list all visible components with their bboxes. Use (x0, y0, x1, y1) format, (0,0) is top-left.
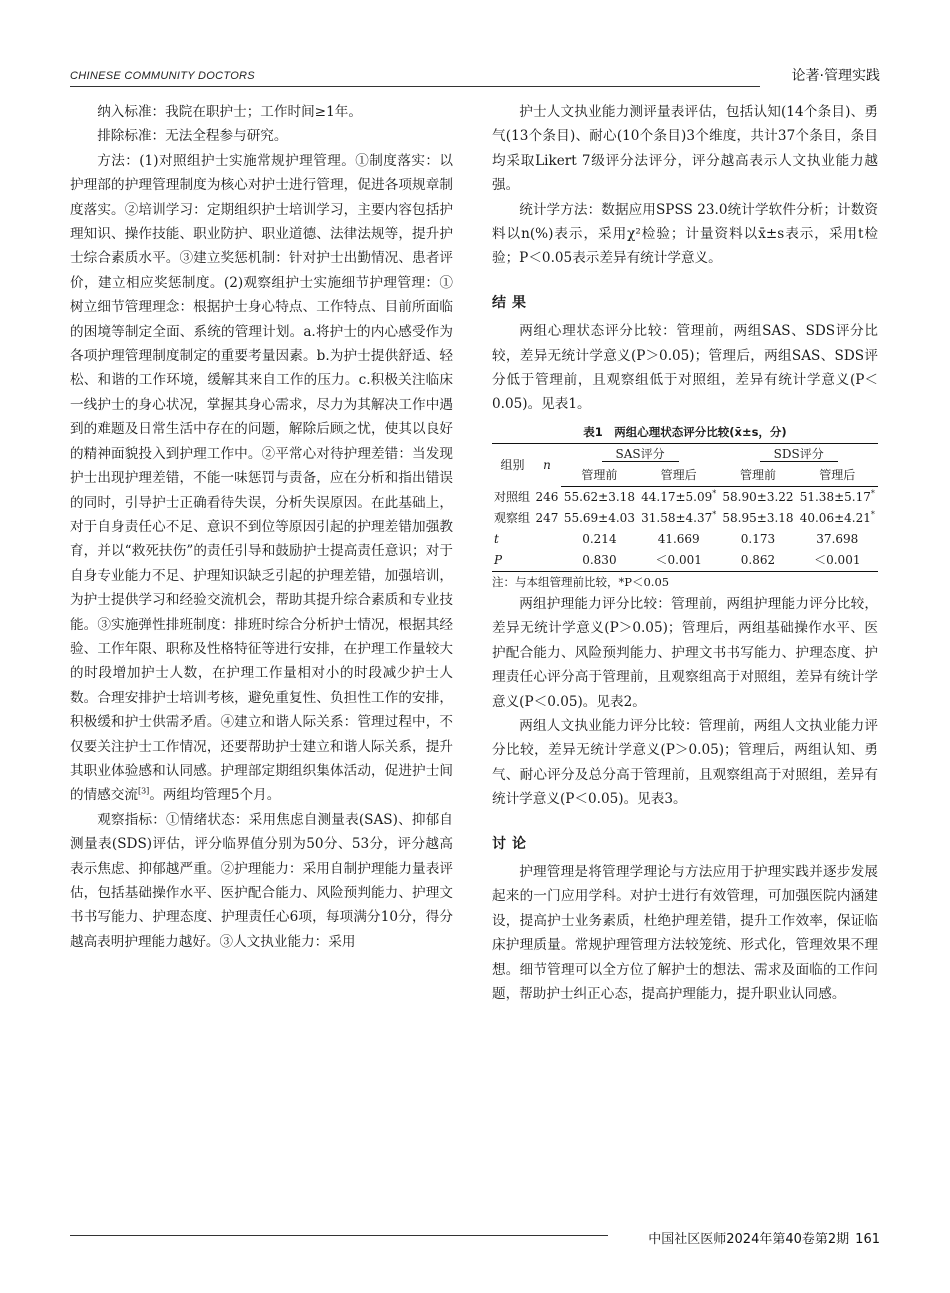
table1-header-sas-after: 管理后 (638, 465, 719, 487)
cell-sds-before: 58.90±3.22 (722, 489, 794, 504)
footer (648, 1228, 880, 1247)
row-label: P (492, 550, 533, 572)
cell-sas-before: 0.214 (582, 531, 617, 546)
cell-sas-after: 31.58±4.37* (641, 509, 717, 525)
exclusion-criteria: 排除标准：无法全程参与研究。 (97, 128, 288, 145)
cell-sas-before: 55.69±4.03 (563, 510, 635, 525)
left-column (70, 100, 453, 954)
methods-text: 方法：(1)对照组护士实施常规护理管理。①制度落实：以护理部的护理管理制度为核心对护士进行管理，促进各项规章制度落实。②培训学习：定期组织护士培训学习，主要内容包括护理知识、操作技能、职业防护、职业道德、法律法规等，提升护士综合素质水平。③建立奖惩机制：针对护士出勤情况、患者评价，建立相应奖惩制度。(2)观察组护士实施细节护理管理：①树立细节管理理念：根据护士身心特点、工作特点、目前所面临的困境等制定全面、系统的管理计划。a.将护士的内心感受作为各项护理管理制度制定的重要考量因素。b.为护士提供舒适、轻松、和谐的工作环境，缓解其来自工作的压力。c.积极关注临床一线护士的身心状况，掌握其身心需求，尽力为其解决工作中遇到的难题及日常生活中存在的问题，解除后顾之忧，使其以良好的精神面貌投入到护理工作中。②平常心对待护理差错：当发现护士出现护理差错，不能一味惩罚与责备，应在分析和指出错误的同时，引导护士正确看待失误，分析失误原因。在此基础上，对于自身责任心不足、意识不到位等原因引起的护理差错加强教育，并以“救死扶伤”的责任引导和鼓励护士提高责任意识；对于自身专业能力不足、护理知识缺乏引起的护理差错，加强培训，为护士提供学习和经验交流机会，帮助其提升综合素质和专业技能。③实施弹性排班制度：排班时综合分析护士情况，根据其经验、工作年限、职称及性格特征等进行安排，在护理工作量较大的时段增加护士人数，在护理工作量相对小的时段减少护士人数。合理安排护士培训考核，避免重复性、负担性工作的安排，积极缓和护士供需矛盾。④建立和谐人际关系：管理过程中，不仅要关注护士工作情况，还要帮助护士建立和谐人际关系，提升其职业体验感和认同感。护理部定期组织集体活动，促进护士间的情感交流 (70, 152, 453, 804)
right-column (492, 100, 878, 1006)
indicators-paragraph: 观察指标：①情绪状态：采用焦虑自测量表(SAS)、抑郁自测量表(SDS)评估，评分临界值分别为50分、53分，评分越高表示焦虑、抑郁越严重。②护理能力：采用自制护理能力量表评估，包括基础操作水平、医护配合能力、风险预判能力、护理文书书写能力、护理态度、护理责任心6项，每项满分10分，得分越高表明护理能力越好。③人文执业能力：采用 (70, 811, 453, 950)
table1-header-n: n (533, 443, 561, 486)
cell-sas-before: 0.830 (561, 550, 638, 572)
cell-n: 246 (535, 489, 559, 504)
cell-sas-after: 44.17±5.09* (641, 488, 717, 504)
table1 (492, 443, 878, 572)
table1-header-group: 组别 (492, 443, 533, 486)
table-row (492, 550, 878, 572)
results-heading: 结果 (492, 294, 532, 311)
methods-paragraph (70, 149, 453, 808)
page-number: 161 (855, 1232, 880, 1247)
discussion-paragraph: 护理管理是将管理学理论与方法应用于护理实践并逐步发展起来的一门应用学科。对护士进行有效管理，可加强医院内涵建设，提高护士业务素质，杜绝护理差错，提升工作效率，保证临床护理质量。常规护理管理方法较笼统、形式化，管理效果不理想。细节管理可以全方位了解护士的想法、需求及面临的工作问题，帮助护士纠正心态，提高护理能力，提升职业认同感。 (492, 863, 878, 1002)
table-row (492, 508, 878, 529)
cell-sds-after: 37.698 (816, 531, 859, 546)
inclusion-criteria: 纳入标准：我院在职护士；工作时间≥1年。 (97, 104, 362, 120)
cell-sds-before: 0.173 (740, 531, 776, 546)
cell-sds-before: 58.95±3.18 (722, 510, 794, 525)
cell-sds-after: ＜0.001 (797, 550, 878, 572)
table1-header-sds-after: 管理后 (797, 465, 878, 487)
methods-end: 。两组均管理5个月。 (149, 787, 281, 804)
cell-n (533, 529, 561, 550)
footer-rule (70, 1235, 608, 1236)
cell-sds-after: 40.06±4.21* (799, 509, 875, 525)
cell-sas-after: ＜0.001 (638, 550, 719, 572)
table1-header-sas-before: 管理前 (561, 465, 638, 487)
row-label: 观察组 (494, 510, 531, 525)
cell-sas-after: 41.669 (657, 531, 700, 546)
table1-header-sds-before: 管理前 (719, 465, 796, 487)
cell-sds-before: 0.862 (719, 550, 796, 572)
table1-note: 注：与本组管理前比较，*P＜0.05 (492, 574, 670, 589)
discussion-heading: 讨论 (492, 835, 532, 852)
row-label: 对照组 (494, 489, 531, 504)
cell-n: 247 (535, 510, 559, 525)
table-row (492, 529, 878, 550)
table-row (492, 486, 878, 508)
results-nursing-ability-paragraph: 两组护理能力评分比较：管理前，两组护理能力评分比较，差异无统计学意义(P＞0.05)；管理后，两组基础操作水平、医护配合能力、风险预判能力、护理文书书写能力、护理态度、护理责任心评分高于管理前，且观察组高于对照组，差异有统计学意义(P＜0.05)。见表2。 (492, 595, 878, 710)
statistics-paragraph: 统计学方法：数据应用SPSS 23.0统计学软件分析；计数资料以n(%)表示，采用χ²检验；计量资料以x̄±s表示，采用t检验；P＜0.05表示差异有统计学意义。 (492, 201, 878, 267)
section-label: 论著·管理实践 (791, 68, 880, 84)
cell-sas-before: 55.62±3.18 (563, 489, 635, 504)
row-label: t (494, 531, 499, 546)
cell-n (533, 550, 561, 572)
journal-english-title: CHINESE COMMUNITY DOCTORS (70, 70, 255, 82)
citation-3[interactable]: [3] (137, 786, 150, 796)
footer-journal: 中国社区医师2024年第40卷第2期 (648, 1232, 850, 1247)
table1-header-sds: SDS评分 (719, 443, 878, 465)
table1-title: 表1 两组心理状态评分比较(x̄±s，分) (583, 424, 787, 439)
results-humanistic-paragraph: 两组人文执业能力评分比较：管理前，两组人文执业能力评分比较，差异无统计学意义(P＞0.05)；管理后，两组认知、勇气、耐心评分及总分高于管理前，且观察组高于对照组，差异有统计学意义(P＜0.05)。见表3。 (492, 717, 878, 808)
table1-header-sas: SAS评分 (561, 443, 720, 465)
humanistic-scale-paragraph: 护士人文执业能力测评量表评估，包括认知(14个条目)、勇气(13个条目)、耐心(10个条目)3个维度，共计37个条目，条目均采取Likert 7级评分法评分，评分越高表示人文执业能力越强。 (492, 104, 878, 194)
header-rule (70, 86, 760, 87)
results-psych-paragraph: 两组心理状态评分比较：管理前，两组SAS、SDS评分比较，差异无统计学意义(P＞0.05)；管理后，两组SAS、SDS评分低于管理前，且观察组低于对照组，差异有统计学意义(P＜0.05)。见表1。 (492, 323, 878, 413)
cell-sds-after: 51.38±5.17* (799, 488, 875, 504)
